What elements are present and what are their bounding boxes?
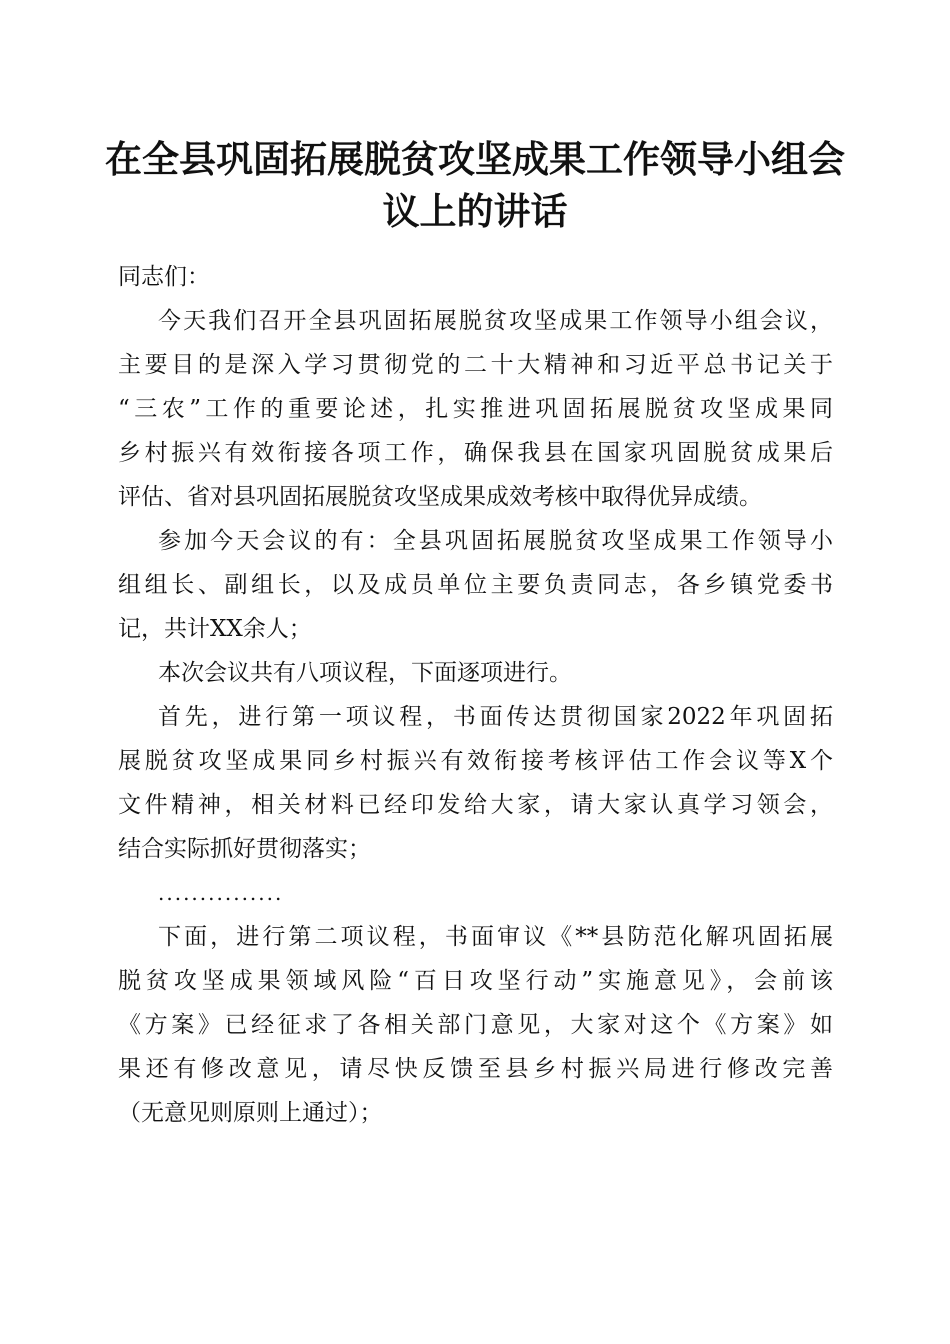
salutation: 同志们：	[118, 264, 210, 290]
document-body	[118, 255, 833, 1135]
paragraph-line: 《方案》已经征求了各相关部门意见，大家对这个《方案》如	[118, 1012, 833, 1038]
paragraph-line: （无意见则原则上通过）；	[118, 1100, 383, 1126]
document-title	[90, 133, 860, 237]
title-line-1: 在全县巩固拓展脱贫攻坚成果工作领导小组会	[105, 137, 845, 181]
paragraph-line: 果还有修改意见，请尽快反馈至县乡村振兴局进行修改完善	[118, 1056, 833, 1082]
title-line-2: 议上的讲话	[382, 189, 568, 233]
paragraph-line: 展脱贫攻坚成果同乡村振兴有效衔接考核评估工作会议等X个	[118, 748, 833, 774]
paragraph-4	[118, 695, 833, 871]
paragraph-line: 首先，进行第一项议程，书面传达贯彻国家2022年巩固拓	[158, 704, 833, 730]
paragraph-2	[118, 519, 833, 651]
ellipsis-line: ...............	[158, 881, 284, 905]
paragraph-5	[118, 915, 833, 1135]
paragraph-line: 评估、省对县巩固拓展脱贫攻坚成果成效考核中取得优异成绩。	[118, 484, 762, 510]
paragraph-ellipsis	[118, 871, 833, 915]
paragraph-line: 下面，进行第二项议程，书面审议《**县防范化解巩固拓展	[158, 924, 833, 950]
paragraph-1	[118, 299, 833, 519]
paragraph-line: 今天我们召开全县巩固拓展脱贫攻坚成果工作领导小组会议，	[158, 308, 833, 334]
paragraph-line: 脱贫攻坚成果领域风险“百日攻坚行动”实施意见》，会前该	[118, 968, 833, 994]
paragraph-line: 参加今天会议的有：全县巩固拓展脱贫攻坚成果工作领导小	[158, 528, 833, 554]
paragraph-line: 主要目的是深入学习贯彻党的二十大精神和习近平总书记关于	[118, 352, 833, 378]
paragraph-line: 文件精神，相关材料已经印发给大家，请大家认真学习领会，	[118, 792, 833, 818]
paragraph-line: 本次会议共有八项议程，下面逐项进行。	[158, 660, 572, 686]
paragraph-line: “三农”工作的重要论述，扎实推进巩固拓展脱贫攻坚成果同	[118, 396, 833, 422]
paragraph-line: 记，共计XX余人；	[118, 616, 312, 642]
paragraph-3	[118, 651, 833, 695]
paragraph-line: 组组长、副组长，以及成员单位主要负责同志，各乡镇党委书	[118, 572, 833, 598]
paragraph-line: 结合实际抓好贯彻落实；	[118, 836, 371, 862]
paragraph-line: 乡村振兴有效衔接各项工作，确保我县在国家巩固脱贫成果后	[118, 440, 833, 466]
